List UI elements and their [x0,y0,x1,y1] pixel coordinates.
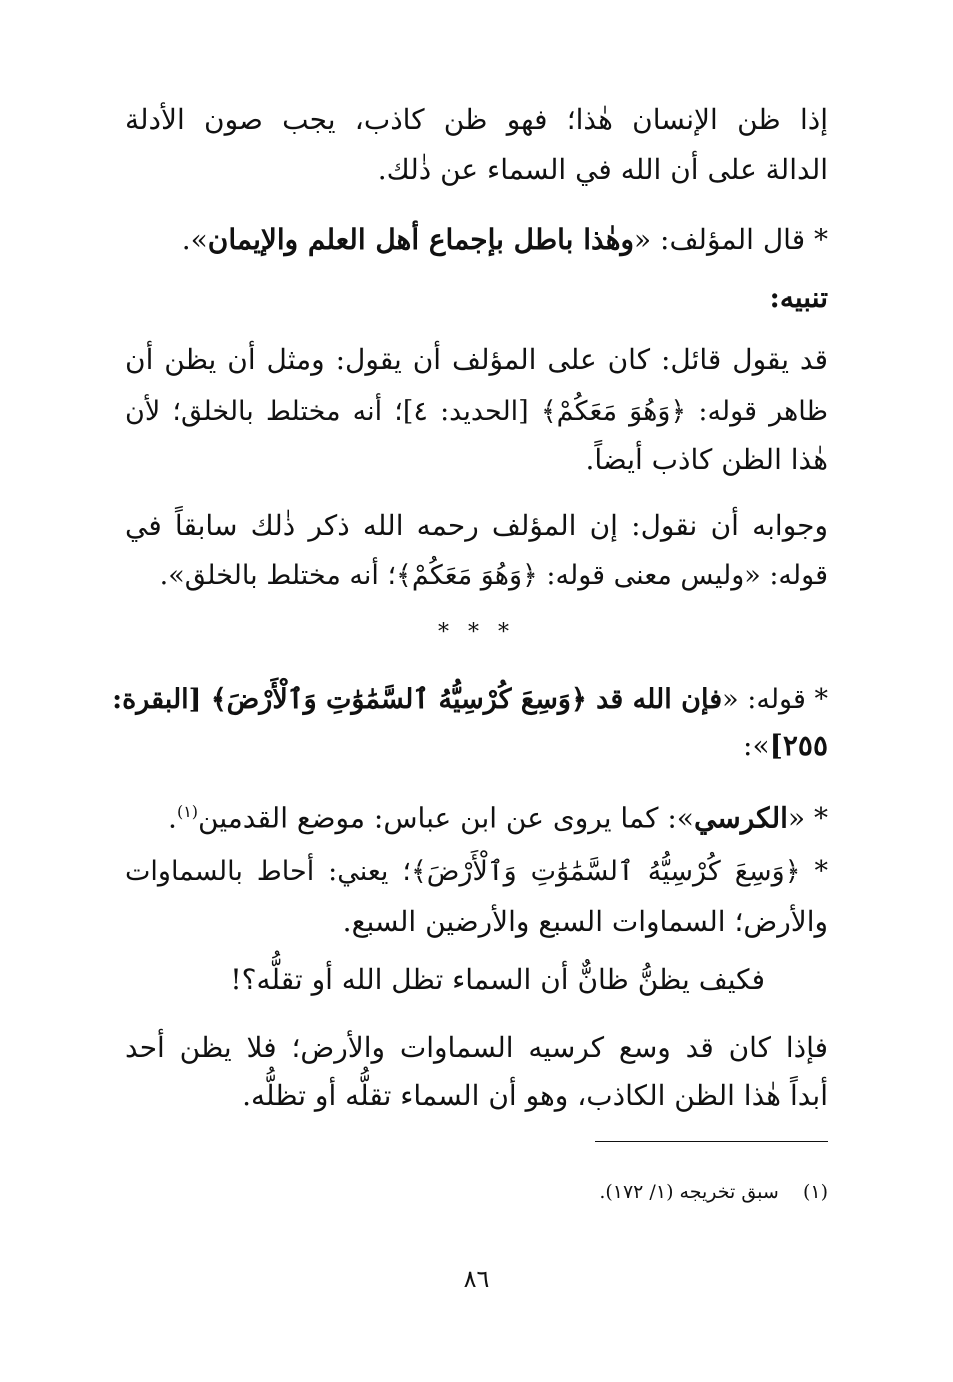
line-text: والأرض؛ السماوات السبع والأرضين السبع. [342,905,828,938]
text-line [125,902,828,942]
line-text: هٰذا الظن كاذب أيضاً. [585,443,828,476]
line-text: * قال المؤلف: « [633,223,828,256]
footnote [599,1178,828,1206]
line-text: وجوابه أن نقول: إن المؤلف رحمه الله ذكر ذٰلك سابقاً في [125,509,828,542]
text-line [125,1076,828,1116]
section-separator: * * * [438,620,515,645]
line-text: ظاهر قوله: ﴿وَهُوَ مَعَكُمْ﴾ [الحديد: ٤]؛ أنه مختلط بالخلق؛ لأن [125,396,828,427]
footnote-marker: (١) [802,1181,828,1203]
line-text: قد يقول قائل: كان على المؤلف أن يقول: ومثل أن يظن أن [125,343,828,376]
text-line [125,392,828,432]
line-text: الدالة على أن الله في السماء عن ذٰلك. [377,153,828,186]
line-text: ». [181,223,208,256]
note-heading [125,278,828,318]
footnote-separator [595,1141,828,1142]
quoted-verse-text: فإن الله قد ﴿وَسِعَ كُرْسِيُّهُ ٱلسَّمَٰوَٰتِ وَٱلْأَرْضَ﴾ [البقرة: [112,684,723,715]
text-line [125,340,828,380]
text-line [125,1028,828,1068]
verse-reference: ٢٥٥] [769,729,828,762]
line-text: * ﴿وَسِعَ كُرْسِيُّهُ ٱلسَّمَٰوَٰتِ وَٱلْأَرْضَ﴾؛ يعني: أحاط بالسماوات [125,856,828,887]
commentary-line [125,852,828,892]
line-text: * « [787,801,828,835]
line-text: أبداً هٰذا الظن الكاذب، وهو أن السماء تقلُّه أو تظلُّه. [242,1079,828,1112]
heading-text: تنبيه: [769,281,828,314]
text-line [125,100,828,140]
text-line [125,506,828,546]
line-text: . [168,801,177,835]
commentary-line [125,792,828,835]
commentary-line [112,680,828,720]
text-line [125,960,765,1000]
text-line [125,440,828,480]
line-text: إذا ظن الإنسان هٰذا؛ فهو ظن كاذب، يجب صون الأدلة [125,103,828,136]
line-text: قوله: «وليس معنى قوله: ﴿وَهُوَ مَعَكُمْ﴾؛ أنه مختلط بالخلق». [159,560,828,591]
line-text: »: [743,729,770,762]
text-line [125,150,828,190]
page-number: ٨٦ [463,1265,490,1293]
author-quote-line [125,220,828,260]
line-text: فإذا كان قد وسع كرسيه السماوات والأرض؛ فلا يظن أحد [125,1031,828,1064]
footnote-text: سبق تخريجه (١/ ١٧٢). [599,1181,779,1203]
commentary-line [125,726,828,766]
line-text: »: كما يروى عن ابن عباس: موضع القدمين [198,801,694,835]
line-text: فكيف يظنُّ ظانٌّ أن السماء تظل الله أو تقلُّه؟! [230,963,765,996]
text-line [125,556,828,596]
author-quote-text: وهٰذا باطل بإجماع أهل العلم والإيمان [207,223,634,256]
footnote-reference: (١) [176,802,199,821]
keyword-text: الكرسي [693,801,788,835]
line-text: * قوله: « [722,684,828,715]
